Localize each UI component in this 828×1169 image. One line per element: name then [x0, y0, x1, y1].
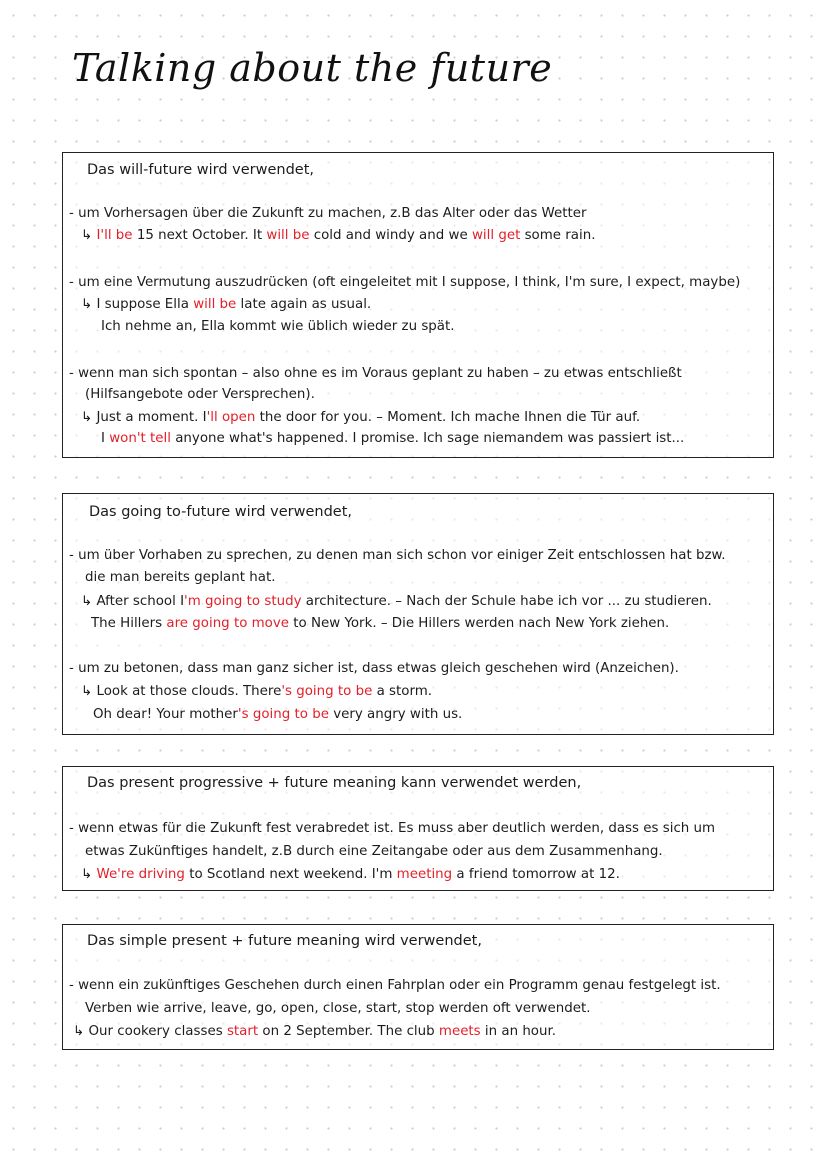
- bullet-text-continued: (Hilfsangebote oder Versprechen).: [85, 387, 315, 402]
- page-title: Talking about the future: [72, 46, 553, 90]
- section-heading: Das will-future wird verwendet,: [87, 162, 314, 178]
- bullet-text: - wenn man sich spontan – also ohne es im Voraus geplant zu haben – zu etwas entschließt: [69, 366, 682, 381]
- example-line: ↳ I suppose Ella will be late again as usual.: [81, 297, 372, 312]
- example-translation: Ich nehme an, Ella kommt wie üblich wieder zu spät.: [101, 319, 455, 334]
- section-heading: Das going to-future wird verwendet,: [89, 504, 352, 520]
- bullet-text: - um über Vorhaben zu sprechen, zu denen man sich schon vor einiger Zeit entschlossen hat bzw.: [69, 548, 726, 563]
- example-line: The Hillers are going to move to New York. – Die Hillers werden nach New York ziehen.: [91, 616, 670, 631]
- section-present-progressive: [62, 766, 774, 891]
- example-line: ↳ After school I'm going to study architecture. – Nach der Schule habe ich vor ... zu studieren.: [81, 594, 712, 609]
- bullet-text-continued: Verben wie arrive, leave, go, open, close, start, stop werden oft verwendet.: [85, 1001, 591, 1016]
- example-line: ↳ We're driving to Scotland next weekend. I'm meeting a friend tomorrow at 12.: [81, 867, 620, 882]
- bullet-text: - wenn ein zukünftiges Geschehen durch einen Fahrplan oder ein Programm genau festgelegt ist.: [69, 978, 721, 993]
- bullet-text: - um eine Vermutung auszudrücken (oft eingeleitet mit I suppose, I think, I'm sure, I expect, maybe): [69, 275, 741, 290]
- bullet-text: - wenn etwas für die Zukunft fest verabredet ist. Es muss aber deutlich werden, dass es sich um: [69, 821, 716, 836]
- bullet-text-continued: die man bereits geplant hat.: [85, 570, 276, 585]
- section-heading: Das present progressive + future meaning kann verwendet werden,: [87, 775, 582, 791]
- bullet-text: - um Vorhersagen über die Zukunft zu machen, z.B das Alter oder das Wetter: [69, 206, 587, 221]
- section-will-future: [62, 152, 774, 458]
- section-going-to-future: [62, 493, 774, 735]
- example-line: ↳ I'll be 15 next October. It will be cold and windy and we will get some rain.: [81, 228, 596, 243]
- example-line: Oh dear! Your mother's going to be very angry with us.: [93, 707, 463, 722]
- bullet-text-continued: etwas Zukünftiges handelt, z.B durch eine Zeitangabe oder aus dem Zusammenhang.: [85, 844, 663, 859]
- bullet-text: - um zu betonen, dass man ganz sicher ist, dass etwas gleich geschehen wird (Anzeichen).: [69, 661, 679, 676]
- section-heading: Das simple present + future meaning wird verwendet,: [87, 933, 482, 949]
- example-line: ↳ Look at those clouds. There's going to be a storm.: [81, 684, 433, 699]
- section-simple-present: [62, 924, 774, 1050]
- example-line: ↳ Just a moment. I'll open the door for you. – Moment. Ich mache Ihnen die Tür auf.: [81, 410, 641, 425]
- example-line: ↳ Our cookery classes start on 2 September. The club meets in an hour.: [73, 1024, 557, 1039]
- example-line: I won't tell anyone what's happened. I promise. Ich sage niemandem was passiert ist...: [101, 431, 685, 446]
